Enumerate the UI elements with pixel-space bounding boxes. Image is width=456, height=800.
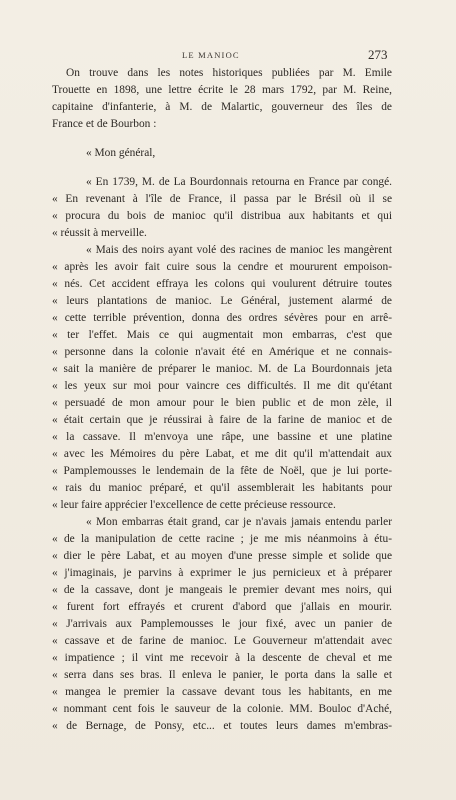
text-line: « de la cassave, dont je mangeais le premier devant mes noirs, qui	[52, 584, 392, 596]
text-line: « après les avoir fait cuire sous la cendre et moururent empoison-	[52, 261, 392, 273]
text-line: « nommant cent fois le sauveur de la colonie. MM. Bouloc d'Aché,	[52, 703, 392, 715]
text-line: « furent fort effrayés et crurent d'abord que j'allais en mourir.	[52, 601, 392, 613]
text-line: « Pamplemousses le lendemain de la fête de Noël, que je lui porte-	[52, 465, 392, 477]
text-line: « était certain que je réussirai à faire de la farine de manioc et de	[52, 414, 392, 426]
text-line: « la cassave. Il m'envoya une râpe, une bassine et une platine	[52, 431, 392, 443]
text-line: « Mon embarras était grand, car je n'avais jamais entendu parler	[86, 516, 392, 528]
text-line: « procura du bois de manioc qu'il distribua aux habitants et qui	[52, 210, 392, 222]
text-line: « En 1739, M. de La Bourdonnais retourna en France par congé.	[86, 176, 392, 188]
text-line: « ter l'effet. Mais ce qui augmentait mon embarras, c'est que	[52, 329, 392, 341]
text-line: « cassave et de farine de manioc. Le Gouverneur m'attendait avec	[52, 635, 392, 647]
text-line: « personne dans la colonie n'avait été en Amérique et ne connais-	[52, 346, 392, 358]
text-line: France et de Bourbon :	[52, 118, 157, 130]
text-line: « leur faire apprécier l'excellence de cette précieuse ressource.	[52, 499, 336, 511]
text-line: Trouette en 1898, une lettre écrite le 28 mars 1792, par M. Reine,	[52, 84, 392, 96]
text-line: « réussit à merveille.	[52, 227, 147, 239]
text-line: « Mais des noirs ayant volé des racines de manioc les mangèrent	[86, 244, 392, 256]
text-line: « cette terrible prévention, donna des ordres sévères pour en arrê-	[52, 312, 392, 324]
text-line: « nés. Cet accident effraya les colons qui voulurent détruire toutes	[52, 278, 392, 290]
salutation-line: « Mon général,	[86, 147, 156, 159]
text-line: « de la manipulation de cette racine ; je me mis néanmoins à étu-	[52, 533, 392, 545]
text-line: « leurs plantations de manioc. Le Général, justement alarmé de	[52, 295, 392, 307]
text-line: capitaine d'infanterie, à M. de Malartic, gouverneur des îles de	[52, 101, 392, 113]
text-line: « les yeux sur moi pour vaincre ces difficultés. Il me dit qu'étant	[52, 380, 392, 392]
text-line: « impatience ; il vint me recevoir à la descente de cheval et me	[52, 652, 392, 664]
running-title: LE MANIOC	[182, 50, 240, 60]
text-line: « En revenant à l'île de France, il passa par le Brésil où il se	[52, 193, 392, 205]
text-line: « de Bernage, de Ponsy, etc... et toutes leurs dames m'embras-	[52, 720, 392, 732]
text-line: « avec les Mémoires du père Labat, et me dit qu'il m'attendait aux	[52, 448, 392, 460]
body-text	[52, 65, 392, 735]
text-line: « dier le père Labat, et au moyen d'une presse simple et solide que	[52, 550, 392, 562]
text-line: « serra dans ses bras. Il enleva le panier, le porta dans la salle et	[52, 669, 392, 681]
page-header	[0, 47, 456, 63]
text-line: « j'imaginais, je parvins à exprimer le jus pernicieux et à préparer	[52, 567, 392, 579]
text-line: « J'arrivais aux Pamplemousses le jour fixé, avec un panier de	[52, 618, 392, 630]
page-number: 273	[368, 47, 388, 62]
text-line: « mangea le premier la cassave devant tous les habitants, en me	[52, 686, 392, 698]
text-line: « rais du manioc préparé, et qu'il assemblerait les habitants pour	[52, 482, 392, 494]
text-line: « persuadé de mon amour pour le bien public et de mon zèle, il	[52, 397, 392, 409]
text-line: On trouve dans les notes historiques publiées par M. Emile	[66, 67, 392, 79]
text-line: « sait la manière de préparer le manioc. M. de La Bourdonnais jeta	[52, 363, 392, 375]
